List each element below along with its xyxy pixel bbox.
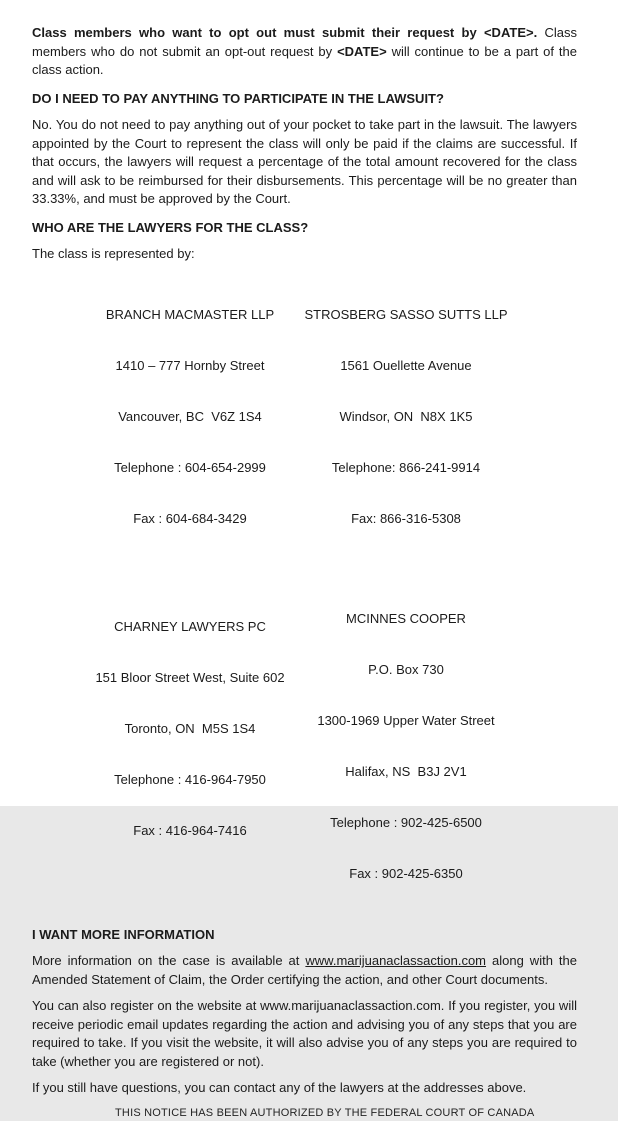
section-heading-lawyers: WHO ARE THE LAWYERS FOR THE CLASS?: [32, 219, 309, 235]
firm-phone-line: Telephone : 604-654-2999: [114, 459, 266, 475]
more-info-paragraph: [32, 952, 577, 989]
opt-out-paragraph: [32, 24, 577, 80]
firm-address-line: 1410 – 777 Hornby Street: [115, 357, 265, 373]
firm-name: MCINNES COOPER: [346, 610, 466, 626]
section-heading-more-info: I WANT MORE INFORMATION: [32, 926, 215, 942]
firm-address-line: 1561 Ouellette Avenue: [340, 357, 472, 373]
firm-name: STROSBERG SASSO SUTTS LLP: [304, 306, 508, 322]
law-firms-grid: [82, 272, 577, 916]
law-firms-row-2: [82, 576, 577, 916]
law-firms-row-1: [82, 272, 577, 561]
pay-paragraph: No. You do not need to pay anything out of your pocket to take part in the lawsuit. The lawyers appointed by the Court to represent the class will only be paid if the claims are successful. If that occurs, the lawyers will request a percentage of the total amount recovered for the class and will ask to be reimbursed for their disbursements. This percentage will be no greater than 33.33%, and must be approved by the Court.: [32, 117, 577, 206]
firm-strosberg-sasso-sutts: [298, 272, 514, 561]
firm-phone-line: Telephone: 866-241-9914: [331, 459, 481, 475]
firm-address-line: 151 Bloor Street West, Suite 602: [95, 669, 285, 685]
firm-address-line: P.O. Box 730: [368, 661, 444, 677]
opt-out-deadline-bold: Class members who want to opt out must submit their request by <DATE>.: [32, 25, 538, 40]
questions-paragraph: If you still have questions, you can contact any of the lawyers at the addresses above.: [32, 1080, 527, 1095]
website-link[interactable]: www.marijuanaclassaction.com: [305, 953, 487, 968]
firm-phone-line: Telephone : 416-964-7950: [114, 771, 266, 787]
firm-name: CHARNEY LAWYERS PC: [114, 618, 266, 634]
firm-phone-line: Telephone : 902-425-6500: [330, 814, 482, 830]
firm-mcinnes-cooper: [298, 576, 514, 916]
firm-name: BRANCH MACMASTER LLP: [105, 306, 275, 322]
firm-address-line: 1300-1969 Upper Water Street: [317, 712, 495, 728]
firm-fax-line: Fax: 866-316-5308: [351, 510, 461, 526]
section-heading-pay: DO I NEED TO PAY ANYTHING TO PARTICIPATE IN THE LAWSUIT?: [32, 90, 444, 106]
firm-fax-line: Fax : 902-425-6350: [349, 865, 463, 881]
register-paragraph: You can also register on the website at www.marijuanaclassaction.com. If you register, you will receive periodic email updates regarding the action and advising you of any steps that you are required to take. If you visit the website, it will also advise you of any steps you are required to take (whether you are registered or not).: [32, 998, 577, 1069]
more-info-text-2: along with the Amended Statement of Claim, the Order certifying the action, and other Court documents.: [32, 953, 577, 987]
opt-out-text-2: will continue to be a part of the class action.: [32, 43, 577, 77]
opt-out-date-bold: <DATE>: [337, 43, 387, 59]
opt-out-text-1: Class members who do not submit an opt-out request by: [32, 25, 577, 59]
firm-fax-line: Fax : 604-684-3429: [133, 510, 247, 526]
firm-address-line: Halifax, NS B3J 2V1: [345, 763, 467, 779]
firm-address-line: Toronto, ON M5S 1S4: [124, 720, 256, 736]
authorization-line: THIS NOTICE HAS BEEN AUTHORIZED BY THE FEDERAL COURT OF CANADA: [115, 1106, 535, 1119]
lawyers-intro: The class is represented by:: [32, 246, 195, 261]
firm-branch-macmaster: [82, 272, 298, 561]
firm-address-line: Vancouver, BC V6Z 1S4: [118, 408, 262, 424]
firm-fax-line: Fax : 416-964-7416: [133, 822, 247, 838]
firm-address-line: Windsor, ON N8X 1K5: [339, 408, 473, 424]
more-info-text-1: More information on the case is available at: [32, 953, 300, 968]
firm-charney-lawyers: [82, 576, 298, 873]
